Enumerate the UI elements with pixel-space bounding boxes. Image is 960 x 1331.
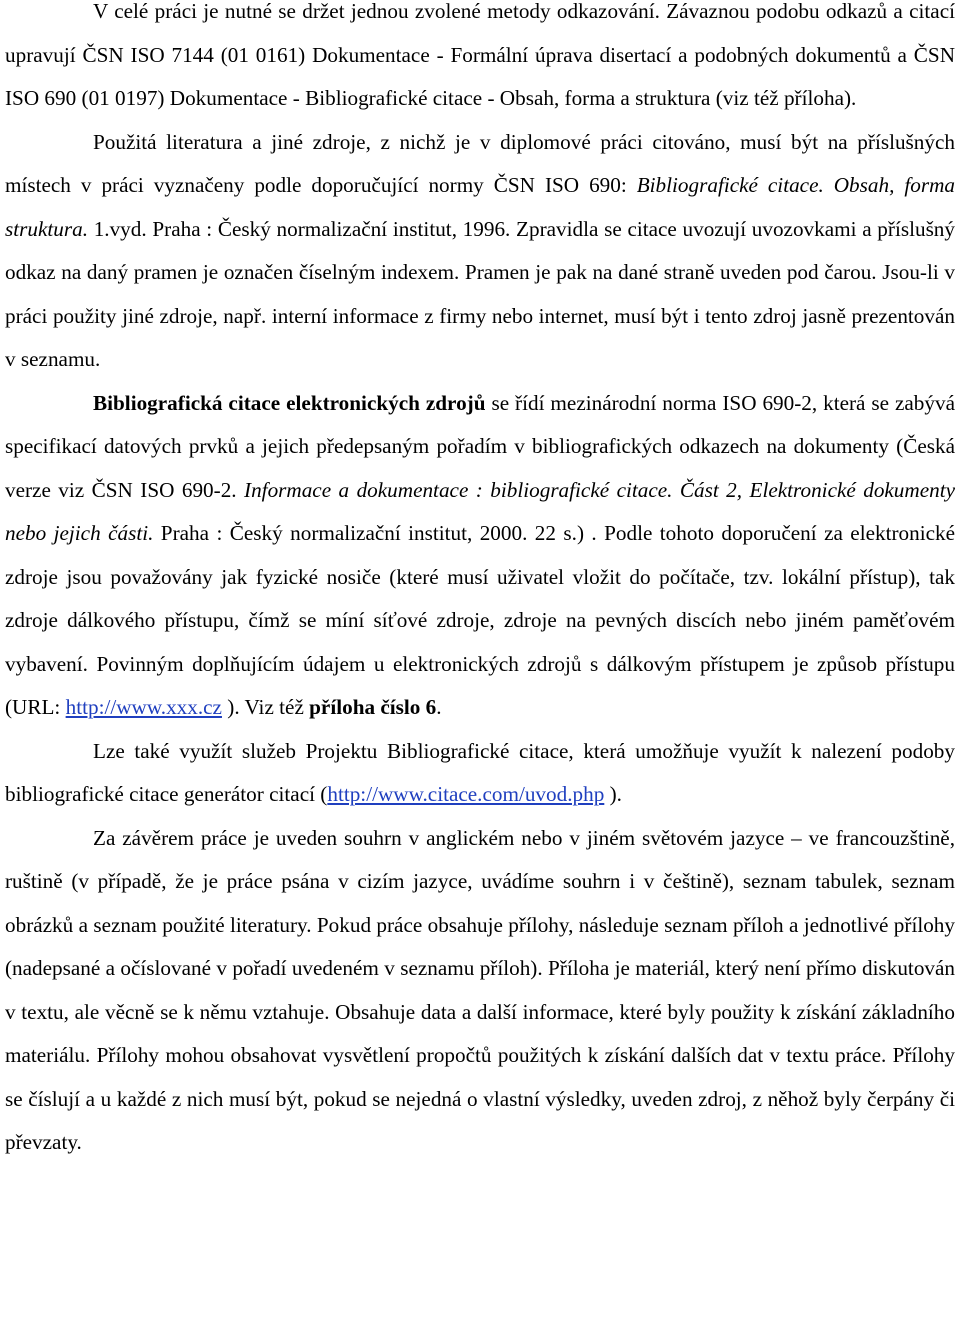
citation-title-italic: Informace a dokumentace : bibliografické citace. Část 2, Elektronické dokumenty nebo jejich části.	[5, 477, 955, 545]
bold-heading-electronic-citation: Bibliografická citace elektronických zdrojů	[93, 390, 486, 415]
paragraph-text-a: Lze také využít služeb Projektu Bibliografické citace, která umožňuje využít k nalezení podoby bibliografické citace generátor citací (	[5, 738, 955, 806]
paragraph-text-b: ).	[604, 782, 622, 806]
paragraph-text: Za závěrem práce je uveden souhrn v anglickém nebo v jiném světovém jazyce – ve francouzštině, ruštině (v případě, že je práce psána v cizím jazyce, uvádíme souhrn i v češtině), seznam tabulek, seznam obrázků a seznam použité literatury. Pokud práce obsahuje přílohy, následuje seznam příloh a jednotlivé přílohy (nadepsané a očíslované v pořadí uvedeném v seznamu příloh). Příloha je materiál, který není přímo diskutován v textu, ale věcně se k němu vztahuje. Obsahuje data a další informace, které byly použity k získání základního materiálu. Přílohy mohou obsahovat vysvětlení propočtů použitých k získání dalších dat v textu práce. Přílohy se číslují a u každé z nich musí být, pokud se nejedná o vlastní výsledky, uveden zdroj, z něhož byly čerpány či převzaty.	[5, 825, 955, 1154]
paragraph-summary-appendices	[5, 817, 955, 1165]
paragraph-text-a: Použitá literatura a jiné zdroje, z nichž je v diplomové práci citováno, musí být na příslušných místech v práci vyznačeny podle doporučující normy ČSN ISO 690:	[5, 129, 955, 197]
paragraph-text-c: ). Viz též	[221, 695, 310, 719]
paragraph-text-d: .	[436, 695, 442, 719]
appendix-reference-bold: příloha číslo 6	[309, 695, 437, 719]
paragraph-text: V celé práci je nutné se držet jednou zvolené metody odkazování. Závaznou podobu odkazů a citací upravují ČSN ISO 7144 (01 0161) Dokumentace - Formální úprava disertací a podobných dokumentů a ČSN ISO 690 (01 0197) Dokumentace - Bibliografické citace - Obsah, forma a struktura (viz též příloha).	[5, 0, 955, 110]
paragraph-text-b: Praha : Český normalizační institut, 2000. 22 s.) . Podle tohoto doporučení za elektronické zdroje jsou považovány jak fyzické nosiče (které musí uživatel vložit do počítače, tzv. lokální přístup), tak zdroje dálkového přístupu, čímž se míní síťové zdroje, zdroje na pevných discích nebo jiném paměťovém vybavení. Povinným doplňujícím údajem u elektronických zdrojů s dálkovým přístupem je způsob přístupu (URL:	[5, 521, 956, 719]
paragraph-text-b: 1.vyd. Praha : Český normalizační institut, 1996. Zpravidla se citace uvozují uvozovkami a příslušný odkaz na daný pramen je označen číselným indexem. Pramen je pak na dané straně uveden pod čarou. Jsou-li v práci použity jiné zdroje, např. interní informace z firmy nebo internet, musí být i tento zdroj jasně prezentován v seznamu.	[5, 216, 955, 371]
citation-title-italic: Bibliografické citace. Obsah, forma struktura.	[5, 173, 955, 241]
paragraph-electronic-sources	[5, 382, 955, 730]
paragraph-citation-methods	[5, 0, 955, 121]
paragraph-literature-sources	[5, 121, 955, 382]
paragraph-citation-generator	[5, 730, 955, 817]
url-link-citace[interactable]: http://www.citace.com/uvod.php	[327, 782, 605, 806]
paragraph-text-a: se řídí mezinárodní norma ISO 690-2, která se zabývá specifikací datových prvků a jejich předepsaným pořadím v bibliografických odkazech na dokumenty (Česká verze viz ČSN ISO 690-2.	[5, 390, 955, 502]
url-link-xxx[interactable]: http://www.xxx.cz	[65, 695, 222, 719]
